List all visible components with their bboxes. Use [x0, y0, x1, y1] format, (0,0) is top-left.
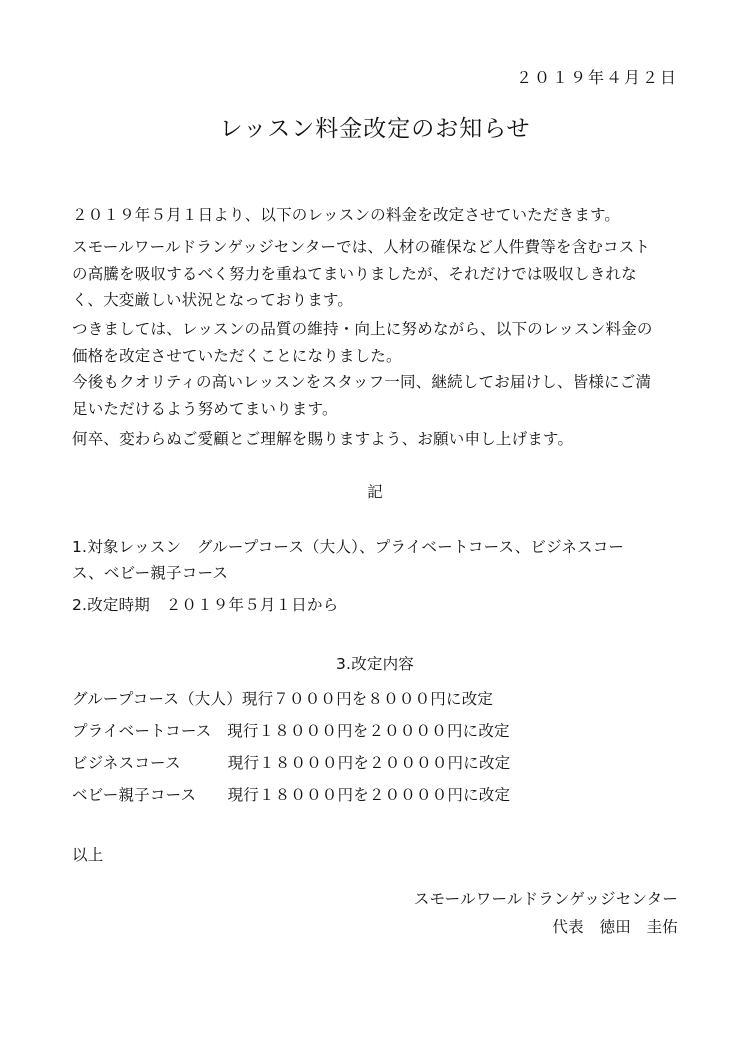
ijou-text: 以上 [72, 846, 104, 864]
notice-date: ２０１９年４月２日 [515, 68, 678, 87]
paragraph-intro: ２０１９年５月１日より、以下のレッスンの料金を改定させていただきます。 [72, 206, 621, 224]
paragraph-reason-line-3: く、大変厳しい状況となっております。 [72, 291, 354, 309]
paragraph-decision-line-4: 足いただけるよう努めてまいります。 [72, 400, 338, 418]
item-target-lessons-line-2: ス、ベビー親子コース [72, 564, 229, 582]
paragraph-decision-line-3: 今後もクオリティの高いレッスンをスタッフ一同、継続してお届けし、皆様にご満 [72, 373, 652, 391]
revision-row-baby: ベビー親子コース 現行１８０００円を２００００円に改定 [72, 786, 511, 804]
paragraph-closing: 何卒、変わらぬご愛顧とご理解を賜りますよう、お願い申し上げます。 [72, 430, 574, 448]
paragraph-decision-line-1: つきましては、レッスンの品質の維持・向上に努めながら、以下のレッスン料金の [72, 320, 653, 338]
notice-title: レッスン料金改定のお知らせ [219, 116, 531, 142]
paragraph-reason-line-2: の高騰を吸収するべく努力を重ねてまいりましたが、それだけでは吸収しきれな [72, 265, 637, 283]
signature-representative: 代表 徳田 圭佑 [552, 918, 678, 936]
paragraph-decision-line-2: 価格を改定させていただくことになりました。 [72, 347, 402, 365]
ki-heading: 記 [367, 483, 383, 501]
item-target-lessons-line-1: 1.対象レッスン グループコース（大人）、プライベートコース、ビジネスコー [72, 538, 625, 556]
signature-organization: スモールワールドランゲッジセンター [413, 890, 678, 908]
revision-row-business: ビジネスコース 現行１８０００円を２００００円に改定 [72, 754, 511, 772]
paragraph-reason-line-1: スモールワールドランゲッジセンターでは、人材の確保など人件費等を含むコスト [72, 238, 651, 256]
revision-row-private: プライベートコース 現行１８０００円を２００００円に改定 [72, 722, 510, 740]
item-revision-date: 2.改定時期 ２０１９年５月１日から [72, 596, 339, 614]
revision-row-group: グループコース（大人）現行７０００円を８０００円に改定 [72, 690, 494, 708]
item-revision-heading: 3.改定内容 [336, 655, 414, 673]
